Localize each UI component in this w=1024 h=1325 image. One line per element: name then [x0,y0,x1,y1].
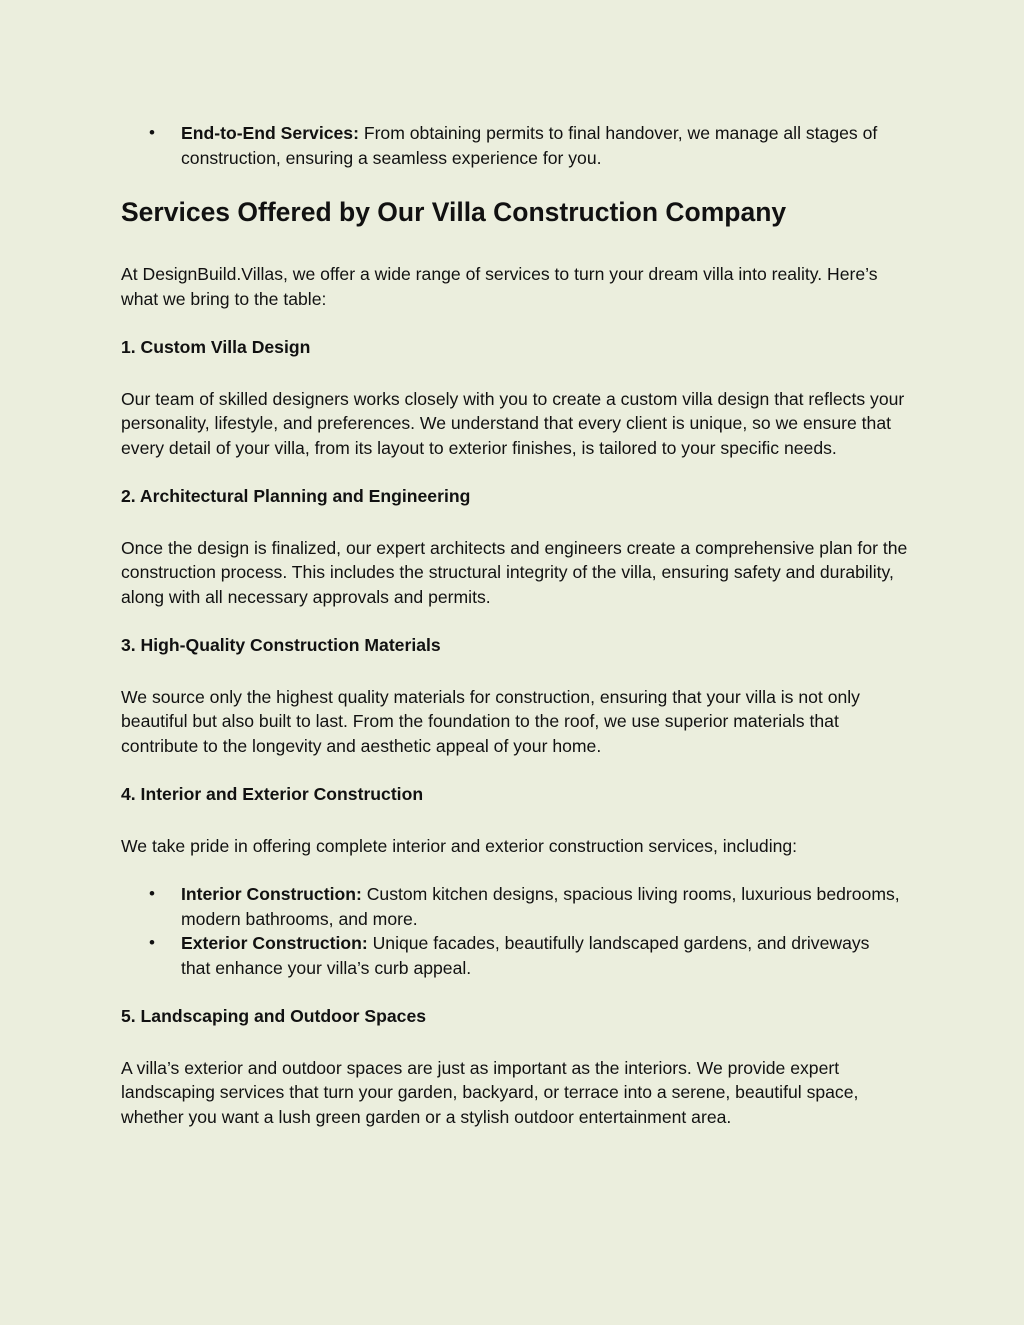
construction-bullet-list [121,882,904,980]
list-item [121,121,901,170]
list-item-text: From obtaining permits to final handover, we manage all stages of construction, ensuring a seamless experience for you. [181,123,878,168]
list-item-label: End-to-End Services: [181,123,359,143]
section-body-interior-exterior: We take pride in offering complete interior and exterior construction services, including: [121,835,798,856]
list-item [121,882,901,931]
list-item [121,931,901,980]
section-body-architectural-planning: Once the design is finalized, our expert architects and engineers create a comprehensive plan for the construction process. This includes the structural integrity of the villa, ensuring safety and durability, along with all necessary approvals and permits. [121,537,908,607]
section-title-landscaping: 5. Landscaping and Outdoor Spaces [121,1006,427,1026]
section-title-architectural-planning: 2. Architectural Planning and Engineering [121,486,471,506]
section-body-custom-villa-design: Our team of skilled designers works closely with you to create a custom villa design that reflects your personality, lifestyle, and preferences. We understand that every client is unique, so we ensure that every detail of your villa, from its layout to exterior finishes, is tailored to your specific needs. [121,388,905,458]
section-title-custom-villa-design: 1. Custom Villa Design [121,337,311,357]
list-item-text: Unique facades, beautifully landscaped gardens, and driveways that enhance your villa’s curb appeal. [181,933,870,978]
section-body-construction-materials: We source only the highest quality materials for construction, ensuring that your villa is not only beautiful but also built to last. From the foundation to the roof, we use superior materials that contribute to the longevity and aesthetic appeal of your home. [121,686,860,756]
list-item-label: Exterior Construction: [181,933,368,953]
section-title-interior-exterior: 4. Interior and Exterior Construction [121,784,424,804]
section-body-landscaping: A villa’s exterior and outdoor spaces are just as important as the interiors. We provide expert landscaping services that turn your garden, backyard, or terrace into a serene, beautiful space, whether you want a lush green garden or a stylish outdoor entertainment area. [121,1057,859,1127]
top-bullet-list [121,121,904,170]
section-title-construction-materials: 3. High-Quality Construction Materials [121,635,441,655]
section-heading: Services Offered by Our Villa Construction Company [121,197,787,227]
list-item-label: Interior Construction: [181,884,362,904]
list-item-text: Custom kitchen designs, spacious living rooms, luxurious bedrooms, modern bathrooms, and more. [181,884,900,929]
intro-paragraph: At DesignBuild.Villas, we offer a wide range of services to turn your dream villa into reality. Here’s what we bring to the table: [121,264,878,309]
